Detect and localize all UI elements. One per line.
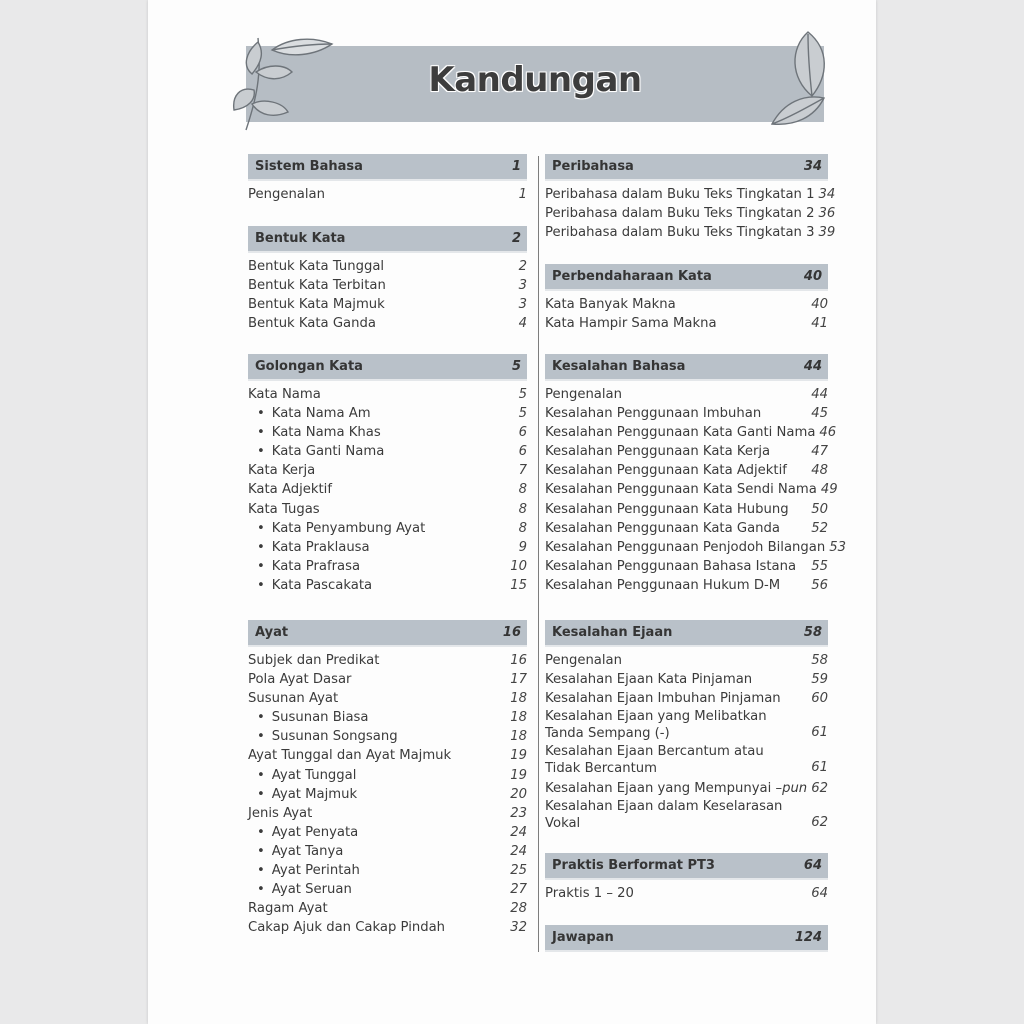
entry-label-wrap [248, 861, 360, 880]
entry-page-number: 32 [510, 920, 527, 936]
toc-sub-entry [248, 404, 527, 423]
entry-page-number: 1 [518, 187, 527, 202]
toc-entry [545, 670, 828, 689]
section-header [248, 354, 527, 381]
toc-entry [248, 461, 527, 480]
section-header [248, 154, 527, 181]
entry-label: Ayat Majmuk [271, 786, 358, 802]
entry-label: Bentuk Kata Ganda [248, 316, 376, 332]
entry-label-wrap [545, 884, 634, 903]
toc-sub-entry [248, 423, 527, 442]
entry-label-wrap [545, 223, 814, 242]
toc-entry [545, 689, 828, 708]
entry-page-number: 2 [518, 259, 527, 274]
section-page-number: 44 [803, 359, 822, 374]
toc-entry [545, 223, 836, 242]
entry-label-wrap [545, 779, 807, 798]
entry-list [545, 385, 846, 595]
entry-label: Kesalahan Ejaan yang Mempunyai – [545, 781, 783, 797]
entry-label: Ayat Seruan [271, 882, 352, 898]
entry-page-number: 28 [510, 901, 527, 917]
toc-entry [248, 918, 527, 937]
entry-label-wrap [248, 880, 352, 899]
entry-label-wrap [545, 651, 622, 670]
entry-page-number: 60 [811, 691, 828, 707]
entry-label-wrap [545, 519, 780, 538]
entry-label: Ayat Tunggal [271, 767, 357, 783]
entry-list [545, 651, 828, 832]
entry-label-italic: pun [782, 781, 808, 797]
entry-page-number: 62 [811, 815, 828, 831]
entry-label: Kesalahan Penggunaan Kata Kerja [545, 444, 771, 460]
toc-sub-entry [248, 785, 527, 804]
entry-page-number: 56 [811, 577, 828, 593]
toc-sub-entry [248, 727, 527, 746]
section-golongan-kata [248, 354, 527, 595]
entry-page-number: 39 [818, 225, 836, 241]
entry-page-number: 50 [811, 501, 828, 517]
entry-page-number: 4 [518, 316, 527, 332]
section-header [248, 226, 527, 253]
toc-entry [248, 276, 527, 295]
entry-label-wrap [545, 404, 761, 423]
toc-entry [545, 480, 838, 499]
section-title: Kesalahan Ejaan [552, 625, 673, 640]
toc-entry [248, 185, 527, 204]
entry-label-wrap [248, 842, 343, 861]
toc-entry [545, 744, 828, 777]
section-page-number: 2 [511, 231, 521, 246]
toc-sub-entry [248, 766, 527, 785]
entry-page-number: 3 [518, 278, 527, 294]
entry-label: Kesalahan Penggunaan Bahasa Istana [545, 558, 797, 574]
entry-label-wrap [248, 404, 371, 423]
entry-label-wrap [248, 823, 358, 842]
toc-entry [248, 257, 527, 276]
entry-label: Kesalahan Penggunaan Penjodoh Bilangan [545, 539, 826, 555]
entry-page-number: 20 [510, 786, 527, 802]
toc-entry [545, 185, 836, 204]
entry-label: Ragam Ayat [248, 901, 328, 917]
entry-label: Pengenalan [248, 187, 325, 202]
entry-page-number: 8 [518, 520, 527, 536]
entry-label: Ayat Tanya [271, 843, 344, 859]
toc-entry [545, 651, 828, 670]
entry-label-wrap [248, 746, 451, 765]
section-title: Bentuk Kata [255, 231, 346, 246]
entry-page-number: 61 [811, 725, 828, 741]
toc-entry [545, 519, 828, 538]
entry-label-wrap [248, 500, 320, 519]
section-page-number: 5 [511, 359, 521, 374]
section-bentuk-kata [248, 226, 527, 333]
entry-page-number: 18 [510, 710, 527, 726]
toc-sub-entry [248, 538, 527, 557]
entry-label: Cakap Ajuk dan Cakap Pindah [248, 920, 446, 936]
entry-label: Bentuk Kata Terbitan [248, 278, 386, 294]
toc-entry [545, 423, 837, 442]
entry-page-number: 34 [818, 187, 836, 202]
entry-label-wrap [545, 689, 781, 708]
toc-entry [545, 385, 828, 404]
entry-list [545, 185, 836, 242]
section-header [545, 264, 828, 291]
toc-entry [545, 461, 828, 480]
entry-label-wrap [545, 204, 814, 223]
toc-entry [248, 670, 527, 689]
toc-sub-entry [248, 823, 527, 842]
section-jawapan [545, 925, 828, 956]
entry-page-number: 10 [510, 558, 527, 574]
entry-label-wrap [248, 670, 351, 689]
entry-label-wrap [248, 295, 385, 314]
entry-label: Kesalahan Penggunaan Hukum D-M [545, 577, 781, 593]
entry-label: Pola Ayat Dasar [248, 672, 352, 688]
section-page-number: 34 [803, 159, 822, 174]
entry-page-number: 24 [510, 824, 527, 840]
section-perbendaharaan-kata [545, 264, 828, 333]
toc-sub-entry [248, 861, 527, 880]
entry-label-wrap [545, 385, 622, 404]
entry-page-number: 8 [518, 482, 527, 498]
entry-label-wrap [248, 804, 312, 823]
section-title: Perbendaharaan Kata [552, 269, 712, 284]
entry-page-number: 23 [510, 805, 527, 821]
entry-label-wrap [248, 423, 381, 442]
entry-page-number: 17 [510, 672, 527, 688]
entry-label: Kata Praklausa [271, 539, 370, 555]
entry-page-number: 16 [510, 653, 527, 668]
entry-page-number: 46 [819, 425, 837, 441]
entry-page-number: 6 [518, 425, 527, 441]
entry-label: Susunan Biasa [271, 710, 369, 726]
entry-label-wrap [248, 918, 445, 937]
toc-entry [248, 314, 527, 333]
entry-label-wrap [545, 480, 817, 499]
section-title: Kesalahan Bahasa [552, 359, 686, 374]
section-header [545, 354, 828, 381]
entry-label-wrap [545, 576, 780, 595]
toc-entry [545, 404, 828, 423]
entry-page-number: 6 [518, 444, 527, 460]
section-page-number: 124 [794, 930, 822, 945]
entry-label: Kata Kerja [248, 463, 316, 479]
entry-label-wrap [545, 442, 770, 461]
entry-label-wrap [248, 185, 325, 204]
section-page-number: 1 [511, 159, 521, 174]
entry-page-number: 7 [518, 463, 527, 479]
entry-page-number: 5 [518, 406, 527, 422]
entry-label-wrap [248, 314, 376, 333]
toc-sub-entry [248, 576, 527, 595]
section-header [545, 154, 828, 181]
entry-label-wrap [248, 766, 356, 785]
entry-page-number: 48 [811, 463, 828, 479]
entry-label: Kata Prafrasa [271, 558, 361, 574]
entry-label-wrap [545, 709, 795, 742]
section-peribahasa [545, 154, 836, 242]
toc-entry [248, 385, 527, 404]
entry-label: Subjek dan Predikat [248, 653, 380, 668]
toc-sub-entry [248, 842, 527, 861]
entry-label: Kesalahan Ejaan dalam Keselarasan Vokal [545, 799, 783, 831]
entry-page-number: 45 [811, 406, 828, 422]
toc-entry [545, 709, 828, 742]
entry-page-number: 5 [518, 387, 527, 402]
entry-page-number: 47 [811, 444, 828, 460]
entry-list [248, 385, 527, 595]
entry-label-wrap [248, 519, 425, 538]
toc-entry [248, 899, 527, 918]
entry-label-wrap [248, 785, 357, 804]
entry-page-number: 53 [829, 539, 846, 555]
entry-label-wrap [248, 689, 338, 708]
entry-list [545, 295, 828, 333]
section-title: Golongan Kata [255, 359, 363, 374]
section-title: Sistem Bahasa [255, 159, 363, 174]
entry-label-wrap [545, 423, 815, 442]
entry-label: Kesalahan Penggunaan Kata Sendi Nama [545, 482, 817, 498]
entry-label: Ayat Tunggal dan Ayat Majmuk [248, 748, 452, 764]
entry-page-number: 27 [510, 882, 527, 898]
entry-page-number: 64 [811, 886, 828, 901]
entry-label: Kesalahan Penggunaan Imbuhan [545, 406, 762, 422]
section-header [248, 620, 527, 647]
section-title: Peribahasa [552, 159, 634, 174]
entry-label-wrap [545, 744, 795, 777]
entry-label: Kesalahan Penggunaan Kata Hubung [545, 501, 789, 517]
section-kesalahan-bahasa [545, 354, 846, 595]
toc-entry [248, 651, 527, 670]
entry-page-number: 44 [811, 387, 828, 402]
entry-label-wrap [248, 385, 321, 404]
toc-entry [545, 314, 828, 333]
entry-label: Kesalahan Ejaan Bercantum atau Tidak Bercantum [545, 744, 764, 776]
section-title: Praktis Berformat PT3 [552, 858, 715, 873]
entry-page-number: 19 [510, 748, 527, 764]
entry-label-wrap [248, 899, 328, 918]
section-page-number: 16 [502, 625, 521, 640]
entry-label: Kesalahan Ejaan yang Melibatkan Tanda Sempang (-) [545, 709, 767, 741]
column-divider [538, 156, 539, 952]
entry-label: Kata Nama Am [271, 406, 371, 422]
section-header [545, 620, 828, 647]
toc-sub-entry [248, 557, 527, 576]
toc-entry [248, 295, 527, 314]
toc-entry [545, 557, 828, 576]
entry-label: Kesalahan Ejaan Kata Pinjaman [545, 672, 753, 688]
entry-label: Kata Ganti Nama [271, 444, 385, 460]
entry-page-number: 25 [510, 863, 527, 879]
toc-sub-entry [248, 880, 527, 899]
entry-label: Kata Penyambung Ayat [271, 520, 426, 536]
entry-page-number: 36 [818, 206, 836, 222]
toc-entry [545, 884, 828, 903]
entry-label-wrap [248, 442, 384, 461]
entry-label-wrap [545, 461, 787, 480]
entry-label: Bentuk Kata Tunggal [248, 259, 385, 274]
entry-label: Ayat Penyata [271, 824, 359, 840]
entry-page-number: 41 [811, 316, 828, 332]
toc-sub-entry [248, 708, 527, 727]
toc-entry [545, 799, 828, 832]
toc-entry [248, 500, 527, 519]
entry-label: Susunan Ayat [248, 691, 339, 707]
entry-label-wrap [248, 727, 398, 746]
entry-label: Kata Banyak Makna [545, 297, 676, 312]
toc-entry [248, 746, 527, 765]
section-title: Jawapan [552, 930, 614, 945]
entry-label: Peribahasa dalam Buku Teks Tingkatan 1 [545, 187, 815, 202]
entry-page-number: 58 [811, 653, 828, 668]
entry-label-wrap [248, 276, 386, 295]
entry-label: Susunan Songsang [271, 729, 398, 745]
entry-label: Kesalahan Penggunaan Kata Ganda [545, 520, 780, 536]
entry-label: Kata Pascakata [271, 577, 373, 593]
toc-entry [248, 689, 527, 708]
entry-page-number: 59 [811, 672, 828, 688]
entry-label: Kata Hampir Sama Makna [545, 316, 717, 332]
entry-label: Pengenalan [545, 653, 622, 668]
section-page-number: 64 [803, 858, 822, 873]
entry-page-number: 52 [811, 520, 828, 536]
entry-label: Peribahasa dalam Buku Teks Tingkatan 3 [545, 225, 815, 241]
entry-page-number: 18 [510, 729, 527, 745]
toc-entry [248, 804, 527, 823]
section-ayat [248, 620, 527, 937]
toc-entry [545, 779, 828, 798]
page-title: Kandungan [428, 60, 642, 100]
section-praktis-berformat-pt3 [545, 853, 828, 903]
entry-list [248, 651, 527, 937]
entry-label-wrap [248, 538, 370, 557]
entry-page-number: 24 [510, 843, 527, 859]
entry-label-wrap [248, 480, 332, 499]
entry-label: Kesalahan Penggunaan Kata Adjektif [545, 463, 787, 479]
entry-list [248, 257, 527, 333]
entry-page-number: 8 [518, 501, 527, 517]
entry-label: Jenis Ayat [248, 805, 313, 821]
section-header [545, 853, 828, 880]
entry-label-wrap [545, 314, 717, 333]
toc-sub-entry [248, 442, 527, 461]
entry-label-wrap [248, 651, 379, 670]
toc-entry [248, 480, 527, 499]
section-kesalahan-ejaan [545, 620, 828, 834]
entry-page-number: 62 [811, 781, 828, 797]
section-sistem-bahasa [248, 154, 527, 204]
toc-sub-entry [248, 519, 527, 538]
section-page-number: 58 [803, 625, 822, 640]
entry-label-wrap [248, 257, 384, 276]
entry-page-number: 18 [510, 691, 527, 707]
entry-label: Ayat Perintah [271, 863, 360, 879]
entry-page-number: 19 [510, 767, 527, 783]
entry-page-number: 15 [510, 577, 527, 593]
entry-page-number: 49 [820, 482, 838, 498]
toc-entry [545, 204, 836, 223]
toc-entry [545, 500, 828, 519]
entry-label-wrap [545, 295, 676, 314]
entry-label: Kata Nama [248, 387, 321, 402]
entry-label: Kesalahan Ejaan Imbuhan Pinjaman [545, 691, 781, 707]
entry-page-number: 9 [518, 539, 527, 555]
entry-label: Kesalahan Penggunaan Kata Ganti Nama [545, 425, 816, 441]
entry-label: Kata Tugas [248, 501, 320, 517]
entry-label-wrap [545, 670, 752, 689]
entry-page-number: 3 [518, 297, 527, 313]
entry-list [248, 185, 527, 204]
toc-entry [545, 576, 828, 595]
entry-page-number: 40 [811, 297, 828, 312]
entry-label-wrap [248, 557, 360, 576]
entry-label: Kata Nama Khas [271, 425, 381, 441]
entry-page-number: 55 [811, 558, 828, 574]
entry-label-wrap [248, 576, 372, 595]
entry-label: Praktis 1 – 20 [545, 886, 634, 901]
entry-label-wrap [248, 461, 315, 480]
entry-page-number: 61 [811, 760, 828, 776]
entry-label-wrap [545, 557, 796, 576]
toc-entry [545, 442, 828, 461]
entry-label: Kata Adjektif [248, 482, 332, 498]
entry-list [545, 884, 828, 903]
entry-label-wrap [248, 708, 368, 727]
toc-entry [545, 538, 846, 557]
entry-label-wrap [545, 185, 814, 204]
entry-label: Bentuk Kata Majmuk [248, 297, 385, 313]
section-title: Ayat [255, 625, 289, 640]
entry-label-wrap [545, 538, 825, 557]
entry-label: Peribahasa dalam Buku Teks Tingkatan 2 [545, 206, 815, 222]
entry-label-wrap [545, 500, 789, 519]
section-header [545, 925, 828, 952]
entry-label-wrap [545, 799, 795, 832]
entry-label: Pengenalan [545, 387, 622, 402]
section-page-number: 40 [803, 269, 822, 284]
toc-entry [545, 295, 828, 314]
